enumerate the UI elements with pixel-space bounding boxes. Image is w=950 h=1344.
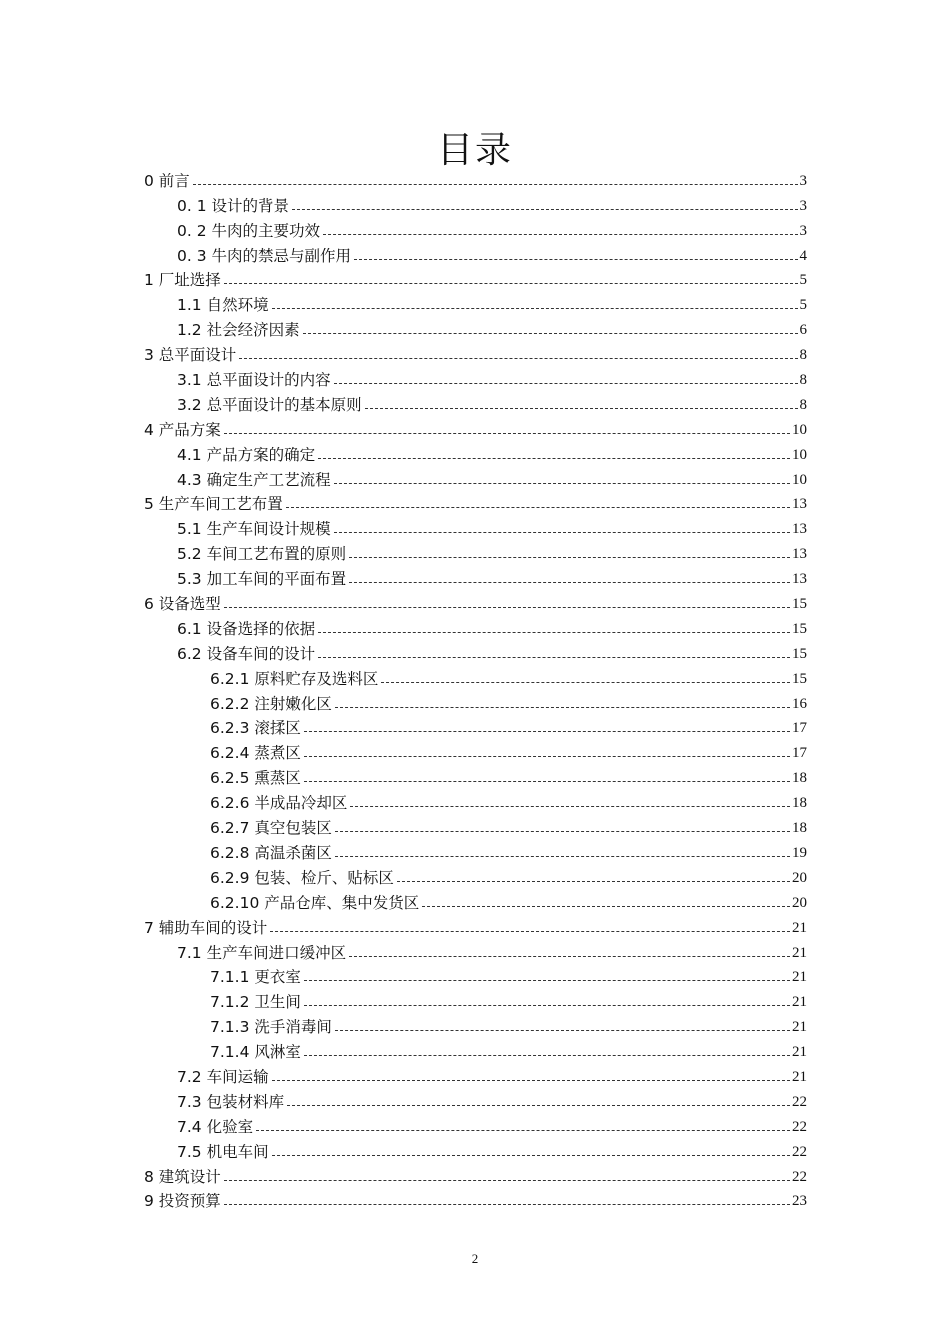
toc-entry-page: 15 — [792, 645, 807, 662]
toc-entry-page: 8 — [799, 347, 807, 364]
toc-entry-page: 21 — [792, 1019, 807, 1036]
toc-entry[interactable] — [144, 913, 807, 938]
toc-entry-page: 15 — [792, 596, 807, 613]
toc-entry-label: 0. 1 设计的背景 — [177, 196, 290, 215]
table-of-contents — [144, 166, 807, 1211]
toc-leader-line — [335, 1030, 790, 1031]
toc-entry[interactable] — [144, 639, 807, 664]
toc-leader-line — [272, 308, 798, 309]
toc-entry[interactable] — [144, 315, 807, 340]
toc-entry-page: 3 — [799, 172, 807, 189]
toc-entry[interactable] — [144, 614, 807, 639]
toc-entry-label: 5.3 加工车间的平面布置 — [177, 570, 347, 589]
toc-leader-line — [422, 906, 790, 907]
toc-entry-page: 5 — [799, 272, 807, 289]
toc-entry-label: 3 总平面设计 — [144, 346, 237, 365]
toc-entry[interactable] — [144, 1062, 807, 1087]
toc-entry[interactable] — [144, 216, 807, 241]
toc-entry-page: 21 — [792, 994, 807, 1011]
toc-leader-line — [318, 458, 790, 459]
toc-leader-line — [224, 283, 798, 284]
toc-entry[interactable] — [144, 490, 807, 515]
toc-entry-label: 7.1 生产车间进口缓冲区 — [177, 943, 347, 962]
toc-leader-line — [224, 1180, 790, 1181]
toc-entry[interactable] — [144, 1112, 807, 1137]
toc-leader-line — [335, 831, 790, 832]
toc-entry[interactable] — [144, 863, 807, 888]
toc-leader-line — [272, 1080, 790, 1081]
toc-entry-label: 0. 3 牛肉的禁忌与副作用 — [177, 246, 352, 265]
toc-entry-label: 5.2 车间工艺布置的原则 — [177, 545, 347, 564]
toc-entry[interactable] — [144, 266, 807, 291]
toc-entry-page: 4 — [799, 247, 807, 264]
toc-leader-line — [193, 184, 798, 185]
toc-entry-page: 22 — [792, 1168, 807, 1185]
toc-entry-label: 4 产品方案 — [144, 420, 221, 439]
toc-entry[interactable] — [144, 1187, 807, 1212]
toc-entry-label: 6 设备选型 — [144, 595, 221, 614]
toc-entry-page: 21 — [792, 944, 807, 961]
toc-entry-label: 9 投资预算 — [144, 1192, 221, 1211]
toc-entry[interactable] — [144, 1012, 807, 1037]
toc-leader-line — [304, 1055, 790, 1056]
toc-entry[interactable] — [144, 390, 807, 415]
toc-entry-label: 3.1 总平面设计的内容 — [177, 371, 331, 390]
toc-entry[interactable] — [144, 191, 807, 216]
toc-entry-label: 7.4 化验室 — [177, 1117, 254, 1136]
toc-entry-label: 7.5 机电车间 — [177, 1142, 269, 1161]
toc-entry-label: 0 前言 — [144, 171, 190, 190]
toc-entry-label: 7 辅助车间的设计 — [144, 918, 268, 937]
toc-entry-label: 3.2 总平面设计的基本原则 — [177, 395, 362, 414]
toc-leader-line — [224, 607, 790, 608]
toc-entry-label: 6.2 设备车间的设计 — [177, 644, 316, 663]
toc-entry-label: 6.2.9 包装、检斤、贴标区 — [210, 868, 394, 887]
toc-entry-label: 0. 2 牛肉的主要功效 — [177, 221, 321, 240]
toc-entry[interactable] — [144, 514, 807, 539]
toc-entry-page: 21 — [792, 1068, 807, 1085]
toc-entry-page: 8 — [799, 372, 807, 389]
toc-entry-page: 18 — [792, 795, 807, 812]
toc-leader-line — [334, 532, 790, 533]
toc-entry[interactable] — [144, 539, 807, 564]
toc-entry[interactable] — [144, 664, 807, 689]
toc-entry-page: 8 — [799, 396, 807, 413]
toc-entry[interactable] — [144, 589, 807, 614]
toc-entry[interactable] — [144, 763, 807, 788]
toc-entry[interactable] — [144, 241, 807, 266]
toc-leader-line — [304, 1005, 790, 1006]
toc-entry[interactable] — [144, 440, 807, 465]
toc-entry-label: 1 厂址选择 — [144, 271, 221, 290]
toc-leader-line — [334, 383, 798, 384]
toc-entry-label: 5 生产车间工艺布置 — [144, 495, 283, 514]
toc-leader-line — [365, 408, 798, 409]
toc-entry[interactable] — [144, 166, 807, 191]
toc-entry-page: 18 — [792, 770, 807, 787]
toc-entry-label: 7.1.4 风淋室 — [210, 1043, 301, 1062]
toc-entry-label: 1.2 社会经济因素 — [177, 321, 300, 340]
toc-entry-page: 17 — [792, 720, 807, 737]
toc-entry-page: 21 — [792, 969, 807, 986]
toc-leader-line — [350, 806, 790, 807]
toc-entry-label: 7.3 包装材料库 — [177, 1092, 285, 1111]
toc-leader-line — [349, 557, 790, 558]
toc-entry[interactable] — [144, 963, 807, 988]
toc-entry[interactable] — [144, 888, 807, 913]
toc-entry-label: 7.1.2 卫生间 — [210, 993, 301, 1012]
toc-leader-line — [287, 1105, 790, 1106]
toc-leader-line — [349, 956, 790, 957]
toc-leader-line — [304, 781, 790, 782]
toc-entry-label: 7.2 车间运输 — [177, 1067, 269, 1086]
toc-entry[interactable] — [144, 1087, 807, 1112]
toc-entry-page: 16 — [792, 695, 807, 712]
toc-entry-label: 6.2.8 高温杀菌区 — [210, 843, 332, 862]
toc-entry-page: 19 — [792, 844, 807, 861]
toc-entry-label: 6.2.4 蒸煮区 — [210, 744, 301, 763]
toc-leader-line — [349, 582, 790, 583]
toc-entry-label: 6.2.5 熏蒸区 — [210, 769, 301, 788]
toc-leader-line — [334, 483, 790, 484]
toc-entry[interactable] — [144, 689, 807, 714]
toc-entry[interactable] — [144, 465, 807, 490]
toc-leader-line — [304, 980, 790, 981]
toc-leader-line — [304, 731, 790, 732]
toc-entry-label: 7.1.3 洗手消毒间 — [210, 1018, 332, 1037]
toc-entry-label: 6.1 设备选择的依据 — [177, 619, 316, 638]
toc-entry[interactable] — [144, 290, 807, 315]
toc-entry-page: 10 — [792, 446, 807, 463]
toc-entry-page: 10 — [792, 421, 807, 438]
toc-entry-label: 7.1.1 更衣室 — [210, 968, 301, 987]
toc-leader-line — [335, 707, 790, 708]
toc-entry[interactable] — [144, 365, 807, 390]
toc-entry-page: 22 — [792, 1143, 807, 1160]
toc-entry-label: 6.2.10 产品仓库、集中发货区 — [210, 893, 420, 912]
toc-entry-page: 15 — [792, 670, 807, 687]
toc-entry-label: 4.1 产品方案的确定 — [177, 445, 316, 464]
toc-entry-page: 5 — [799, 297, 807, 314]
toc-leader-line — [272, 1155, 790, 1156]
toc-entry-page: 3 — [799, 197, 807, 214]
toc-entry-page: 6 — [799, 322, 807, 339]
toc-leader-line — [323, 234, 797, 235]
toc-entry[interactable] — [144, 987, 807, 1012]
toc-leader-line — [224, 433, 790, 434]
page-number: 2 — [471, 1251, 479, 1266]
toc-entry-label: 1.1 自然环境 — [177, 296, 269, 315]
toc-leader-line — [224, 1204, 790, 1205]
toc-leader-line — [318, 657, 790, 658]
toc-entry-page: 22 — [792, 1118, 807, 1135]
toc-entry-label: 4.3 确定生产工艺流程 — [177, 470, 331, 489]
toc-entry[interactable] — [144, 813, 807, 838]
toc-entry[interactable] — [144, 415, 807, 440]
toc-entry[interactable] — [144, 1137, 807, 1162]
toc-entry[interactable] — [144, 938, 807, 963]
toc-entry-page: 15 — [792, 620, 807, 637]
toc-leader-line — [303, 333, 798, 334]
toc-entry-page: 13 — [792, 546, 807, 563]
toc-leader-line — [292, 209, 797, 210]
toc-entry-label: 6.2.6 半成品冷却区 — [210, 794, 348, 813]
toc-entry[interactable] — [144, 340, 807, 365]
toc-leader-line — [381, 682, 790, 683]
toc-entry-page: 22 — [792, 1093, 807, 1110]
toc-entry-page: 13 — [792, 571, 807, 588]
toc-entry-page: 18 — [792, 820, 807, 837]
toc-entry[interactable] — [144, 714, 807, 739]
toc-entry-label: 5.1 生产车间设计规模 — [177, 520, 331, 539]
toc-entry[interactable] — [144, 838, 807, 863]
toc-entry[interactable] — [144, 1037, 807, 1062]
toc-entry[interactable] — [144, 738, 807, 763]
toc-entry-page: 21 — [792, 919, 807, 936]
toc-leader-line — [270, 931, 790, 932]
toc-entry-page: 13 — [792, 521, 807, 538]
toc-entry-label: 6.2.1 原料贮存及选料区 — [210, 669, 379, 688]
toc-entry-label: 6.2.3 滚揉区 — [210, 719, 301, 738]
toc-leader-line — [335, 856, 790, 857]
toc-leader-line — [239, 358, 797, 359]
toc-leader-line — [354, 259, 797, 260]
toc-leader-line — [397, 881, 790, 882]
toc-entry-page: 13 — [792, 496, 807, 513]
document-title: 目录 — [436, 130, 513, 172]
toc-entry-page: 20 — [792, 869, 807, 886]
toc-entry[interactable] — [144, 564, 807, 589]
toc-entry-label: 6.2.2 注射嫩化区 — [210, 694, 332, 713]
toc-entry-page: 21 — [792, 1044, 807, 1061]
toc-leader-line — [256, 1130, 790, 1131]
toc-leader-line — [318, 632, 790, 633]
toc-entry-page: 20 — [792, 894, 807, 911]
toc-entry-page: 3 — [799, 222, 807, 239]
toc-entry[interactable] — [144, 788, 807, 813]
toc-entry-page: 23 — [792, 1193, 807, 1210]
toc-entry-label: 6.2.7 真空包装区 — [210, 819, 332, 838]
toc-entry-page: 17 — [792, 745, 807, 762]
toc-leader-line — [286, 507, 790, 508]
toc-leader-line — [304, 756, 790, 757]
toc-entry-page: 10 — [792, 471, 807, 488]
toc-entry-label: 8 建筑设计 — [144, 1167, 221, 1186]
toc-entry[interactable] — [144, 1162, 807, 1187]
